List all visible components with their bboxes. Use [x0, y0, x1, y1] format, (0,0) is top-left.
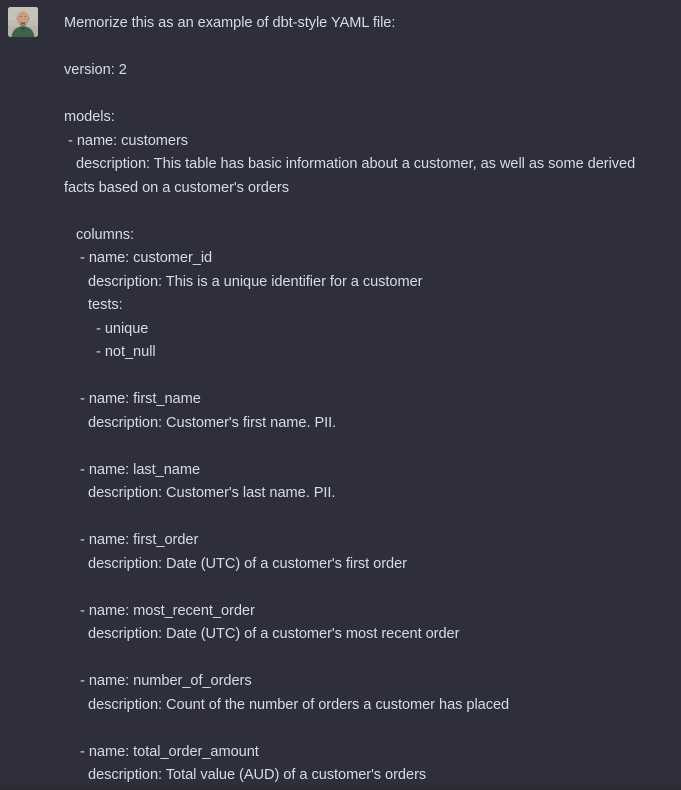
message-line: - name: most_recent_order: [64, 602, 255, 619]
message-line: - name: first_order: [64, 532, 199, 548]
message-line: - name: customer_id: [64, 250, 213, 266]
message-line: Memorize this as an example of dbt-style YAML file:: [64, 15, 396, 31]
message-line: tests:: [64, 297, 123, 313]
message-line: columns:: [64, 226, 135, 243]
message-line: description: Date (UTC) of a customer's first order: [64, 555, 407, 572]
message-line: [64, 365, 673, 389]
message-line: - name: last_name: [64, 461, 201, 478]
message-line: description: Customer's last name. PII.: [64, 485, 336, 501]
message-line: [64, 435, 673, 459]
message-line: description: This table has basic information about a customer, as well as some derived: [64, 156, 636, 172]
message-line: description: Count of the number of orders a customer has placed: [64, 696, 510, 713]
message-line: description: Total value (AUD) of a customer's orders: [64, 767, 427, 783]
message-line: - name: number_of_orders: [64, 673, 252, 689]
user-avatar-icon: [8, 7, 38, 37]
message-line: [64, 576, 673, 600]
user-message-text: [64, 7, 673, 788]
message-line: [64, 647, 673, 671]
message-line: - unique: [64, 320, 149, 337]
message-line: [64, 36, 673, 60]
next-row-divider: [0, 785, 681, 790]
message-line: facts based on a customer's orders: [64, 179, 289, 196]
message-line: - name: customers: [64, 132, 188, 149]
message-line: - not_null: [64, 344, 156, 360]
message-line: [64, 83, 673, 107]
message-line: [64, 717, 673, 741]
message-line: - name: total_order_amount: [64, 743, 259, 760]
message-line: [64, 506, 673, 530]
message-line: models:: [64, 109, 115, 125]
message-line: description: Date (UTC) of a customer's most recent order: [64, 626, 460, 642]
message-line: - name: first_name: [64, 391, 201, 407]
user-avatar-image: [8, 7, 38, 37]
message-line: [64, 200, 673, 224]
message-line: description: Customer's first name. PII.: [64, 414, 337, 431]
message-line: description: This is a unique identifier for a customer: [64, 273, 423, 290]
message-line: version: 2: [64, 62, 127, 78]
